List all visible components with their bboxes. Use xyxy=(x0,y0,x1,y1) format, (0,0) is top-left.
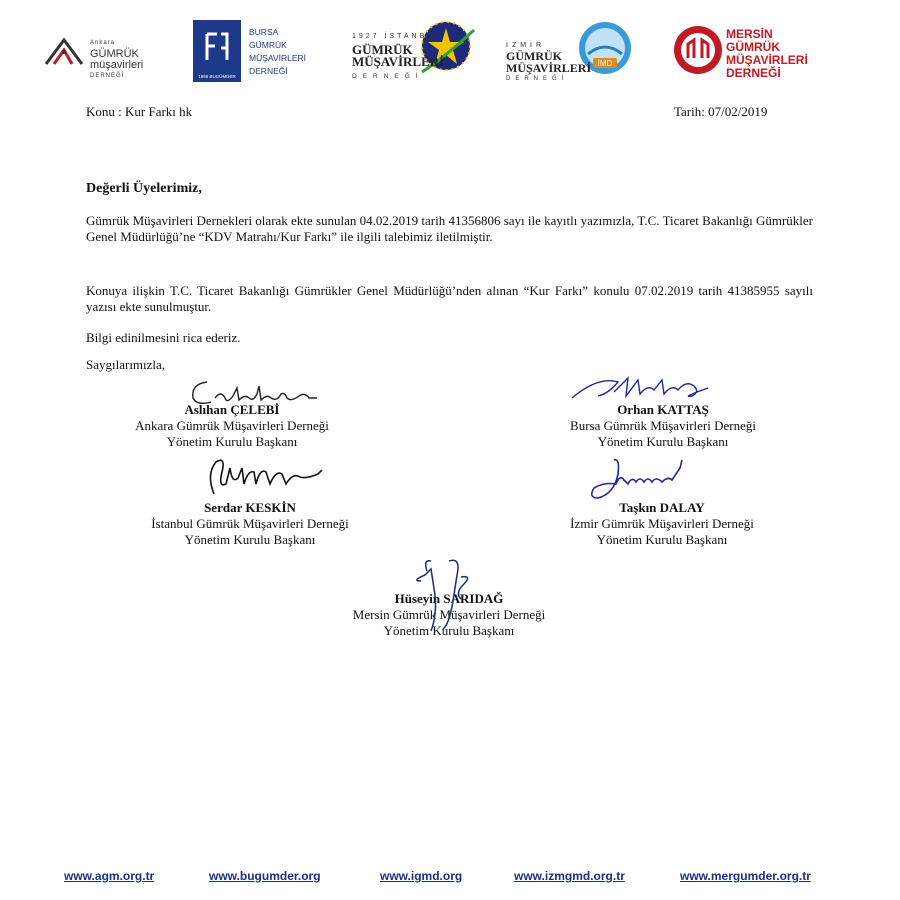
closing-line: Saygılarımızla, xyxy=(86,357,166,372)
footer-link-izmgmd[interactable]: www.izmgmd.org.tr xyxy=(514,869,625,883)
istanbul-logo-top: 1927 İSTANBUL xyxy=(352,33,443,40)
signature-block-mersin xyxy=(299,591,599,639)
signatory-name: Taşkın DALAY xyxy=(619,500,705,515)
footer-link-bugumder[interactable]: www.bugumder.org xyxy=(209,869,321,883)
ankara-logo-text: Ankara GÜMRÜK müşavirleri DERNEĞİ xyxy=(90,40,144,79)
svg-text:İMD: İMD xyxy=(597,59,613,68)
handwritten-signature-izmir xyxy=(584,454,704,504)
paragraph-2: Konuya ilişkin T.C. Ticaret Bakanlığı Gümrükler Genel Müdürlüğü’nden alınan “Kur Farkı” konulu 07.02.2019 tarih 41385955 sayılı yazısı ekte sunulmuştur. xyxy=(86,283,813,314)
signatory-title: Yönetim Kurulu Başkanı xyxy=(166,434,298,449)
istanbul-logo-bottom: DERNEĞİ xyxy=(352,73,424,80)
bursa-logo-box xyxy=(193,20,241,82)
signatory-name: Serdar KESKİN xyxy=(204,500,296,515)
footer-link-mergumder[interactable]: www.mergumder.org.tr xyxy=(680,869,811,883)
logo-ankara xyxy=(42,18,182,88)
signatory-name: Aslıhan ÇELEBİ xyxy=(184,402,280,417)
signatory-org: İstanbul Gümrük Müşavirleri Derneği xyxy=(151,516,349,531)
signatory-org: Mersin Gümrük Müşavirleri Derneği xyxy=(352,607,546,622)
izmir-logo-name: GÜMRÜK MÜŞAVİRLERİ xyxy=(506,49,592,75)
footer-link-igmd[interactable]: www.igmd.org xyxy=(380,869,463,883)
handwritten-signature-bursa xyxy=(568,372,718,406)
bursa-emblem-icon xyxy=(201,30,233,64)
signatory-org: Ankara Gümrük Müşavirleri Derneği xyxy=(135,418,329,433)
signatory-title: Yönetim Kurulu Başkanı xyxy=(596,532,728,547)
date-line: Tarih: 07/02/2019 xyxy=(674,104,768,119)
footer-link-agm[interactable]: www.agm.org.tr xyxy=(64,869,155,883)
ankara-logo-mark-icon xyxy=(42,32,92,72)
subject-line: Konu : Kur Farkı hk xyxy=(86,104,193,119)
signature-block-izmir xyxy=(512,500,812,548)
signatory-org: İzmir Gümrük Müşavirleri Derneği xyxy=(570,516,754,531)
signatory-title: Yönetim Kurulu Başkanı xyxy=(597,434,729,449)
signatory-name: Orhan KATTAŞ xyxy=(617,402,709,417)
signatory-name: Hüseyin SARIDAĞ xyxy=(394,591,504,606)
logo-izmir xyxy=(506,18,636,88)
greeting: Değerli Üyelerimiz, xyxy=(86,181,202,196)
istanbul-logo-name: GÜMRÜK MÜŞAVİRLERİ xyxy=(352,42,445,69)
bursa-logo-year: 1998 BUGÜMDER xyxy=(198,74,236,79)
logo-mersin xyxy=(672,18,812,88)
paragraph-1: Gümrük Müşavirleri Dernekleri olarak ekte sunulan 04.02.2019 tarih 41356806 sayı ile kayıtlı yazımızla, T.C. Ticaret Bakanlığı Gümrükler Genel Müdürlüğü’ne “KDV Matrahı/Kur Farkı” ile ilgili talebimiz iletilmiştir. xyxy=(86,213,813,244)
handwritten-signature-istanbul xyxy=(200,454,330,504)
signature-block-istanbul xyxy=(100,500,400,548)
mersin-logo-text: MERSİN GÜMRÜK MÜŞAVİRLERİ DERNEĞİ xyxy=(726,27,808,80)
izmir-logo-top: İZMİR xyxy=(506,42,546,49)
signatory-org: Bursa Gümrük Müşavirleri Derneği xyxy=(570,418,756,433)
bursa-logo-text: BURSA GÜMRÜK MÜŞAVİRLERİ DERNEĞİ xyxy=(249,27,306,76)
signature-block-ankara xyxy=(82,402,382,450)
signature-block-bursa xyxy=(513,402,813,450)
paragraph-3: Bilgi edinilmesini rica ederiz. xyxy=(86,330,241,345)
logo-bursa xyxy=(193,18,323,88)
signatory-title: Yönetim Kurulu Başkanı xyxy=(184,532,316,547)
logo-istanbul xyxy=(352,18,482,88)
izmir-logo-bottom: DERNEĞİ xyxy=(506,76,569,82)
mersin-emblem-icon xyxy=(672,18,724,84)
signatory-title: Yönetim Kurulu Başkanı xyxy=(383,623,515,638)
